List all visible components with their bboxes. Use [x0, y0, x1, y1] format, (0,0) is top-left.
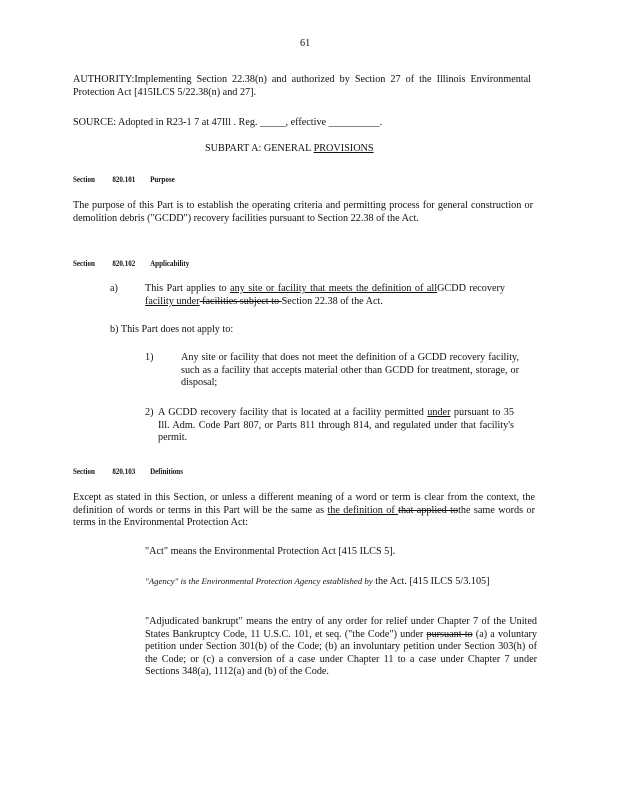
authority-note	[73, 74, 531, 99]
source-note: SOURCE: Adopted in R23-1 7 at 47Ill . Reg. _____, effective __________.	[73, 117, 383, 128]
section-820-101-heading: Section 820.101 Purpose	[73, 174, 175, 184]
section-title: Purpose	[150, 174, 175, 184]
definition-agency: "Agency" is the Environmental Protection Agency established by the Act. [415 ILCS 5/3.105]	[145, 576, 490, 587]
definition-adjudicated-bankrupt: "Adjudicated bankrupt" means the entry of any order for relief under Chapter 7 of the United States Bankruptcy Code, 11 U.S.C. 101, et seq. ("the Code") under pursuant to (a) a voluntary petition under Section 301(b) of the Code; (b) an involuntary petition under Section 303(h) of the Code; or (c) a conversion of a case under Chapter 11 to a case under Chapter 7 under Sections 348(a), 1112(a) and (b) of the Code.	[145, 616, 537, 678]
item-b2-text: A GCDD recovery facility that is located at a facility permitted under pursuant to 35 Ill. Adm. Code Part 807, or Parts 811 through 814, and regulated under that facility's permit.	[158, 407, 514, 444]
section-820-103-heading: Section 820.103 Definitions	[73, 466, 183, 476]
inserted-text: under	[427, 407, 451, 418]
inserted-text: the definition of	[327, 504, 399, 516]
item-b2-marker: 2)	[145, 407, 154, 418]
source-blank-effective: __________	[328, 117, 380, 128]
definition-act: "Act" means the Environmental Protection Act [415 ILCS 5].	[145, 546, 396, 557]
subsection-a-text: This Part applies to any site or facility that meets the definition of allGCDD recovery facility under facilities subject to Section 22.38 of the Act.	[145, 283, 506, 307]
inserted-text: facility under	[145, 295, 200, 307]
section-title: Applicability	[150, 258, 190, 268]
section-820-102-heading: Section 820.102 Applicability	[73, 258, 190, 268]
subsection-a-marker: a)	[110, 283, 118, 294]
section-820-101-body: The purpose of this Part is to establish the operating criteria and permitting process for general construction or demolition debris ("GCDD") recovery facilities pursuant to Section 22.38 of the Act.	[73, 200, 533, 224]
subpart-provisions: PROVISIONS	[313, 143, 374, 154]
source-lead: SOURCE:	[73, 117, 117, 128]
section-title: Definitions	[150, 466, 183, 476]
page-number: 61	[300, 38, 311, 49]
authority-text: Section 22.38(n) and authorized by Section 27 of the Illinois Environmental Protection Act [415ILCS 5/22.38(n) and 27].	[73, 74, 531, 98]
inserted-text: any site or facility that meets the definition of all	[230, 283, 438, 294]
deleted-text: facilities subject to	[199, 295, 282, 307]
subsection-b-intro: b) This Part does not apply to:	[110, 324, 234, 335]
item-b1-text: Any site or facility that does not meet the definition of a GCDD recovery facility, such as a facility that accepts material other than GCDD for treatment, storage, or disposal;	[181, 352, 519, 389]
source-blank-reg: _____	[260, 117, 286, 128]
definitions-intro: Except as stated in this Section, or unless a different meaning of a word or term is clear from the context, the definition of words or terms in this Part will be the same as the definition of that applied tothe same words or terms in the Environmental Protection Act:	[73, 492, 535, 529]
item-b1-marker: 1)	[145, 352, 154, 363]
deleted-text: pursuant to	[426, 628, 473, 640]
deleted-text: that applied to	[398, 504, 459, 516]
authority-lead: AUTHORITY:Implementing	[73, 74, 192, 85]
subpart-heading: SUBPART A: GENERAL PROVISIONS	[205, 143, 374, 154]
